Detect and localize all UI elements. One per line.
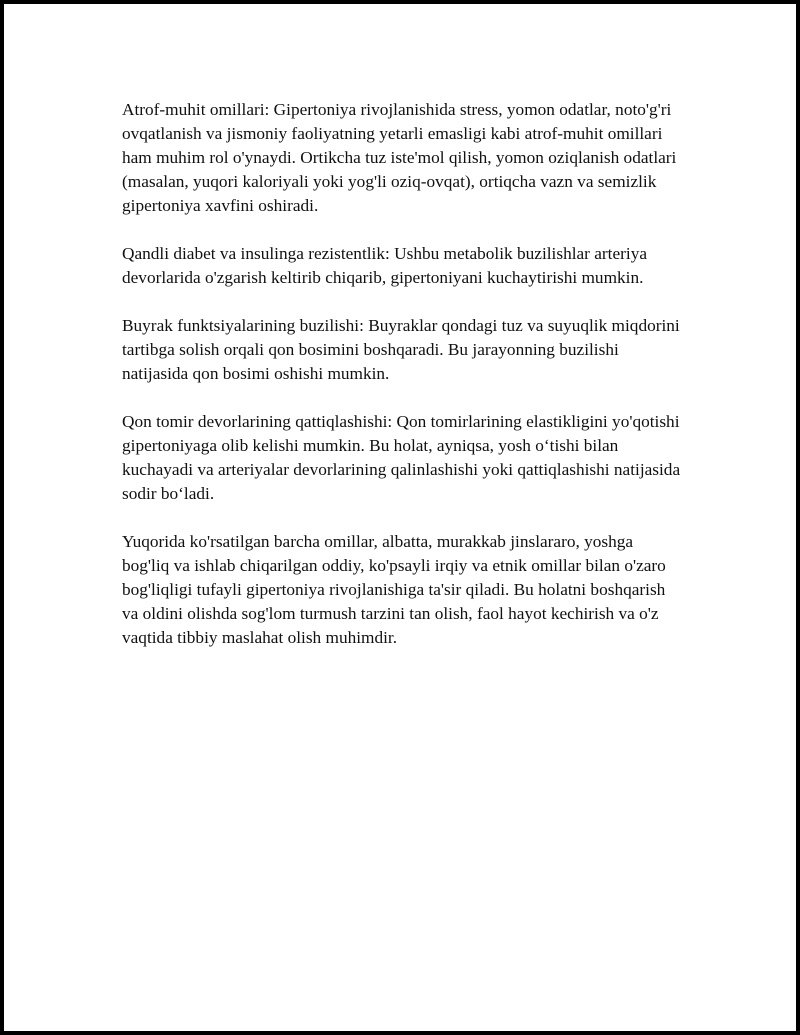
paragraph-environmental-factors: Atrof-muhit omillari: Gipertoniya rivojlanishida stress, yomon odatlar, noto'g'ri ovqatlanish va jismoniy faoliyatning yetarli emasligi kabi atrof-muhit omillari ham muhim rol o'ynaydi. Ortikcha tuz iste'mol qilish, yomon oziqlanish odatlari (masalan, yuqori kaloriyali yoki yog'li oziq-ovqat), ortiqcha vazn va semizlik gipertoniya xavfini oshiradi. bbox=[122, 100, 677, 215]
paragraph-vessel-stiffening: Qon tomir devorlarining qattiqlashishi: Qon tomirlarining elastikligini yo'qotishi gipertoniyaga olib kelishi mumkin. Bu holat, ayniqsa, yosh o‘tishi bilan kuchayadi va arteriyalar devorlarining qalinlashishi yoki qattiqlashishi natijasida sodir bo‘ladi. bbox=[122, 412, 681, 503]
paragraph-conclusion: Yuqorida ko'rsatilgan barcha omillar, albatta, murakkab jinslararo, yoshga bog'liq va ishlab chiqarilgan oddiy, ko'psayli irqiy va etnik omillar bilan o'zaro bog'liqligi tufayli gipertoniya rivojlanishiga ta'sir qiladi. Bu holatni boshqarish va oldini olishda sog'lom turmush tarzini tan olish, faol hayot kechirish va o'z vaqtida tibbiy maslahat olish muhimdir. bbox=[122, 532, 666, 647]
document-body bbox=[122, 98, 682, 674]
paragraph-kidney-function: Buyrak funktsiyalarining buzilishi: Buyraklar qondagi tuz va suyuqlik miqdorini tartibga solish orqali qon bosimini boshqaradi. Bu jarayonning buzilishi natijasida qon bosimi oshishi mumkin. bbox=[122, 316, 680, 383]
paragraph-diabetes-insulin: Qandli diabet va insulinga rezistentlik: Ushbu metabolik buzilishlar arteriya devorlarida o'zgarish keltirib chiqarib, gipertoniyani kuchaytirishi mumkin. bbox=[122, 244, 648, 287]
